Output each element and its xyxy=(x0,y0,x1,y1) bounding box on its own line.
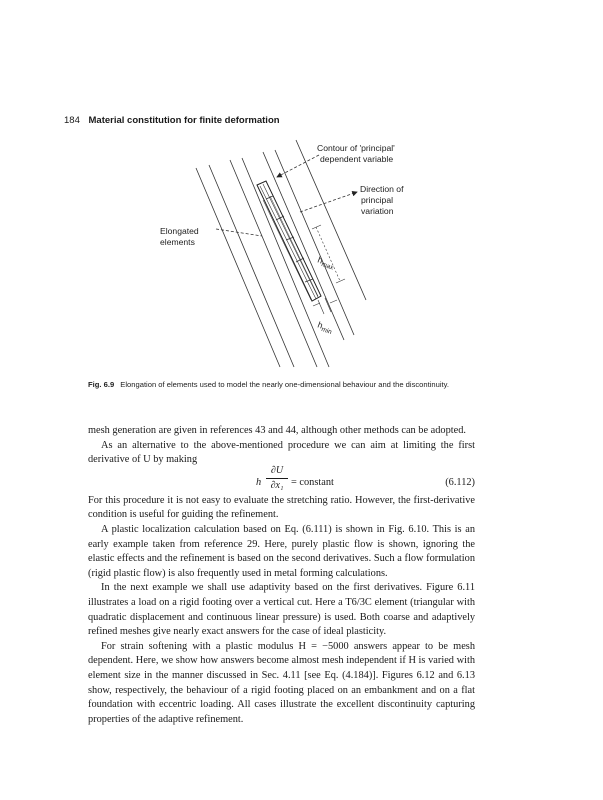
label-direction-line3: variation xyxy=(361,206,394,216)
figure-caption xyxy=(88,380,548,389)
contour-line xyxy=(263,152,344,340)
caption-figure-label: Fig. 6.9 xyxy=(88,380,115,389)
paragraph-5: In the next example we shall use adaptivity based on the first derivatives. Figure 6.11 illustrates a load on a rigid footing over a vertical cut. Here a T6/3C element (triangular with quadratic displacement and continuous linear pressure) is used. Both coarse and adaptively refined meshes give nearly exact answers for the case of ideal plasticity. xyxy=(88,582,475,638)
figure-6-9 xyxy=(0,130,603,375)
equation-lhs: h xyxy=(256,476,262,488)
label-direction-line1: Direction of xyxy=(360,184,404,194)
paragraph-1: mesh generation are given in references 43 and 44, although other methods can be adopted. xyxy=(88,425,466,436)
label-hmax: h xyxy=(316,254,325,266)
label-elongated-line2: elements xyxy=(160,237,195,247)
caption-text: Elongation of elements used to model the nearly one-dimensional behaviour and the discontinuity. xyxy=(120,380,450,389)
body-text xyxy=(88,424,475,727)
label-hmax-sub: max xyxy=(320,260,335,272)
equation-numerator: ∂U xyxy=(270,464,284,476)
page-number: 184 xyxy=(64,115,80,126)
contour-line xyxy=(275,150,354,335)
paragraph-6: For strain softening with a plastic modulus H = −5000 answers appear to be mesh dependent. Here, we show how answers become almost mesh independent if H is varied with element size in the manner discussed in Sec. 4.11 [see Eq. (4.184)]. Figures 6.12 and 6.13 show, respectively, the behaviour of a rigid footing placed on an embankment and on a flat foundation with eccentric loading. All cases illustrate the excellent discontinuity capturing properties of the adaptive refinement. xyxy=(88,640,475,725)
label-hmin-sub: min xyxy=(320,325,333,337)
paragraph-4: A plastic localization calculation based on Eq. (6.111) is shown in Fig. 6.10. This is an early example taken from reference 29. Here, purely plastic flow is shown, ignoring the elastic effects and the refinement is based on the second derivatives. Such a flow formulation (rigid plastic flow) is also frequently used in metal forming calculations. xyxy=(88,523,475,579)
label-contour-line2: dependent variable xyxy=(320,154,394,164)
running-header xyxy=(64,115,280,126)
equation-6-112 xyxy=(88,464,475,494)
label-contour-line1: Contour of 'principal' xyxy=(317,143,395,153)
equation-rhs: = constant xyxy=(291,476,334,488)
paragraph-2: As an alternative to the above-mentioned procedure we can aim at limiting the first derivative of U by making xyxy=(88,439,475,466)
contour-line xyxy=(196,168,280,367)
equation-number: (6.112) xyxy=(445,476,475,488)
running-title: Material constitution for finite deformation xyxy=(88,115,280,126)
contour-line xyxy=(296,140,366,300)
label-elongated-line1: Elongated xyxy=(160,226,199,236)
equation-fraction xyxy=(266,465,288,492)
label-direction-line2: principal xyxy=(361,195,394,205)
equation-denominator: ∂x₁ xyxy=(270,479,284,491)
contour-line xyxy=(230,160,317,367)
paragraph-3: For this procedure it is not easy to evaluate the stretching ratio. However, the first-derivative condition is useful for guiding the refinement. xyxy=(88,494,475,521)
label-hmin: h xyxy=(316,319,325,331)
